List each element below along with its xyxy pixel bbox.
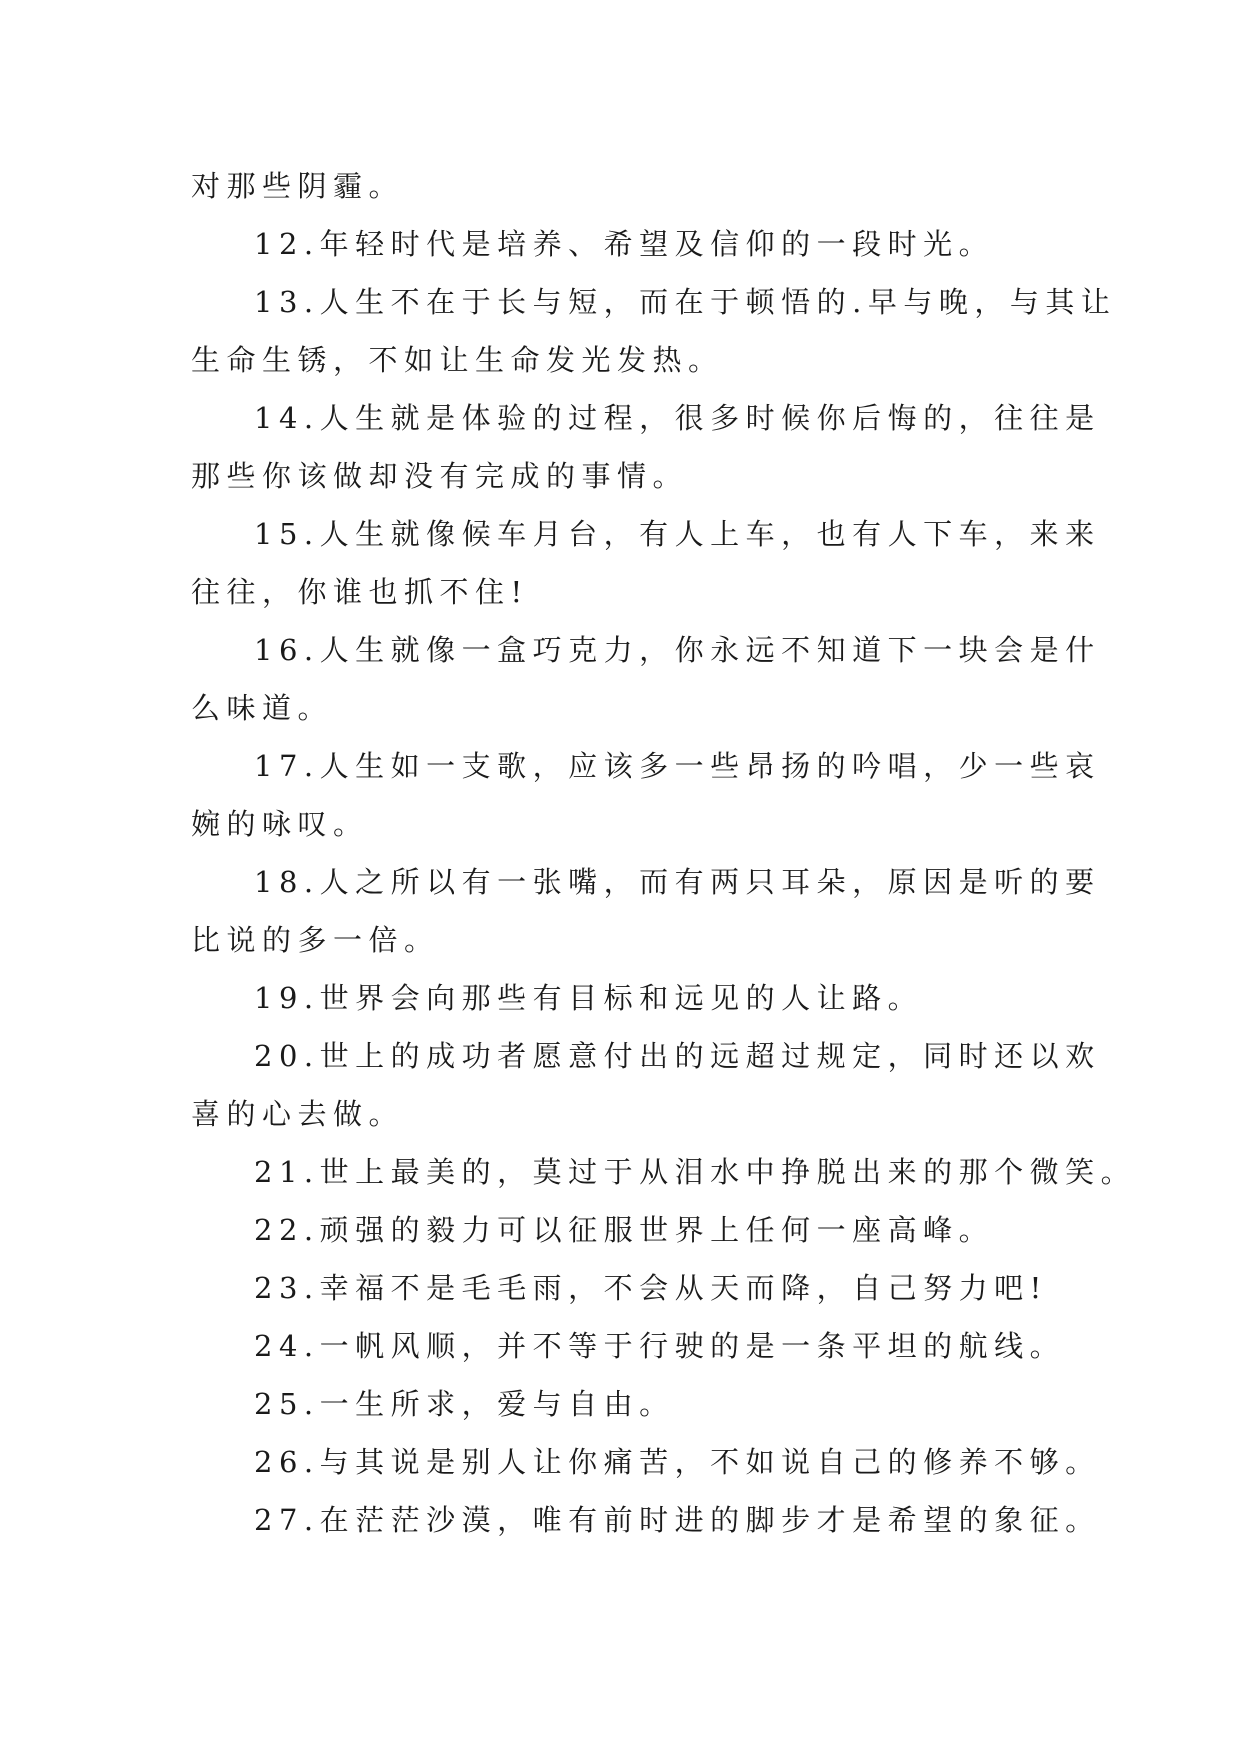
paragraph-line: 26.与其说是别人让你痛苦，不如说自己的修养不够。	[254, 1445, 1101, 1479]
paragraph-line: 24.一帆风顺，并不等于行驶的是一条平坦的航线。	[254, 1329, 1066, 1363]
paragraph-line: 比说的多一倍。	[191, 923, 440, 957]
paragraph-line: 27.在茫茫沙漠，唯有前时进的脚步才是希望的象征。	[254, 1503, 1101, 1537]
paragraph-line: 12.年轻时代是培养、希望及信仰的一段时光。	[254, 227, 995, 261]
paragraph-line: 22.顽强的毅力可以征服世界上任何一座高峰。	[254, 1213, 995, 1247]
paragraph-line: 19.世界会向那些有目标和远见的人让路。	[254, 981, 924, 1015]
paragraph-line: 25.一生所求，爱与自由。	[254, 1387, 675, 1421]
paragraph-line: 喜的心去做。	[191, 1097, 405, 1131]
paragraph-line: 15.人生就像候车月台，有人上车，也有人下车，来来	[254, 517, 1101, 551]
paragraph-line: 23.幸福不是毛毛雨，不会从天而降，自己努力吧!	[254, 1271, 1048, 1305]
paragraph-line: 16.人生就像一盒巧克力，你永远不知道下一块会是什	[254, 633, 1101, 667]
paragraph-line: 婉的咏叹。	[191, 807, 369, 841]
paragraph-line: 20.世上的成功者愿意付出的远超过规定，同时还以欢	[254, 1039, 1101, 1073]
paragraph-line: 13.人生不在于长与短，而在于顿悟的.早与晚，与其让	[254, 285, 1117, 319]
paragraph-line: 么味道。	[191, 691, 334, 725]
paragraph-line: 往往，你谁也抓不住!	[191, 575, 529, 609]
paragraph-line: 17.人生如一支歌，应该多一些昂扬的吟唱，少一些哀	[254, 749, 1101, 783]
paragraph-line: 18.人之所以有一张嘴，而有两只耳朵，原因是听的要	[254, 865, 1101, 899]
paragraph-line: 14.人生就是体验的过程，很多时候你后悔的，往往是	[254, 401, 1101, 435]
paragraph-line: 对那些阴霾。	[191, 169, 405, 203]
paragraph-line: 那些你该做却没有完成的事情。	[191, 459, 689, 493]
paragraph-line: 生命生锈，不如让生命发光发热。	[191, 343, 724, 377]
paragraph-line: 21.世上最美的，莫过于从泪水中挣脱出来的那个微笑。	[254, 1155, 1137, 1189]
document-body	[191, 157, 1137, 1549]
